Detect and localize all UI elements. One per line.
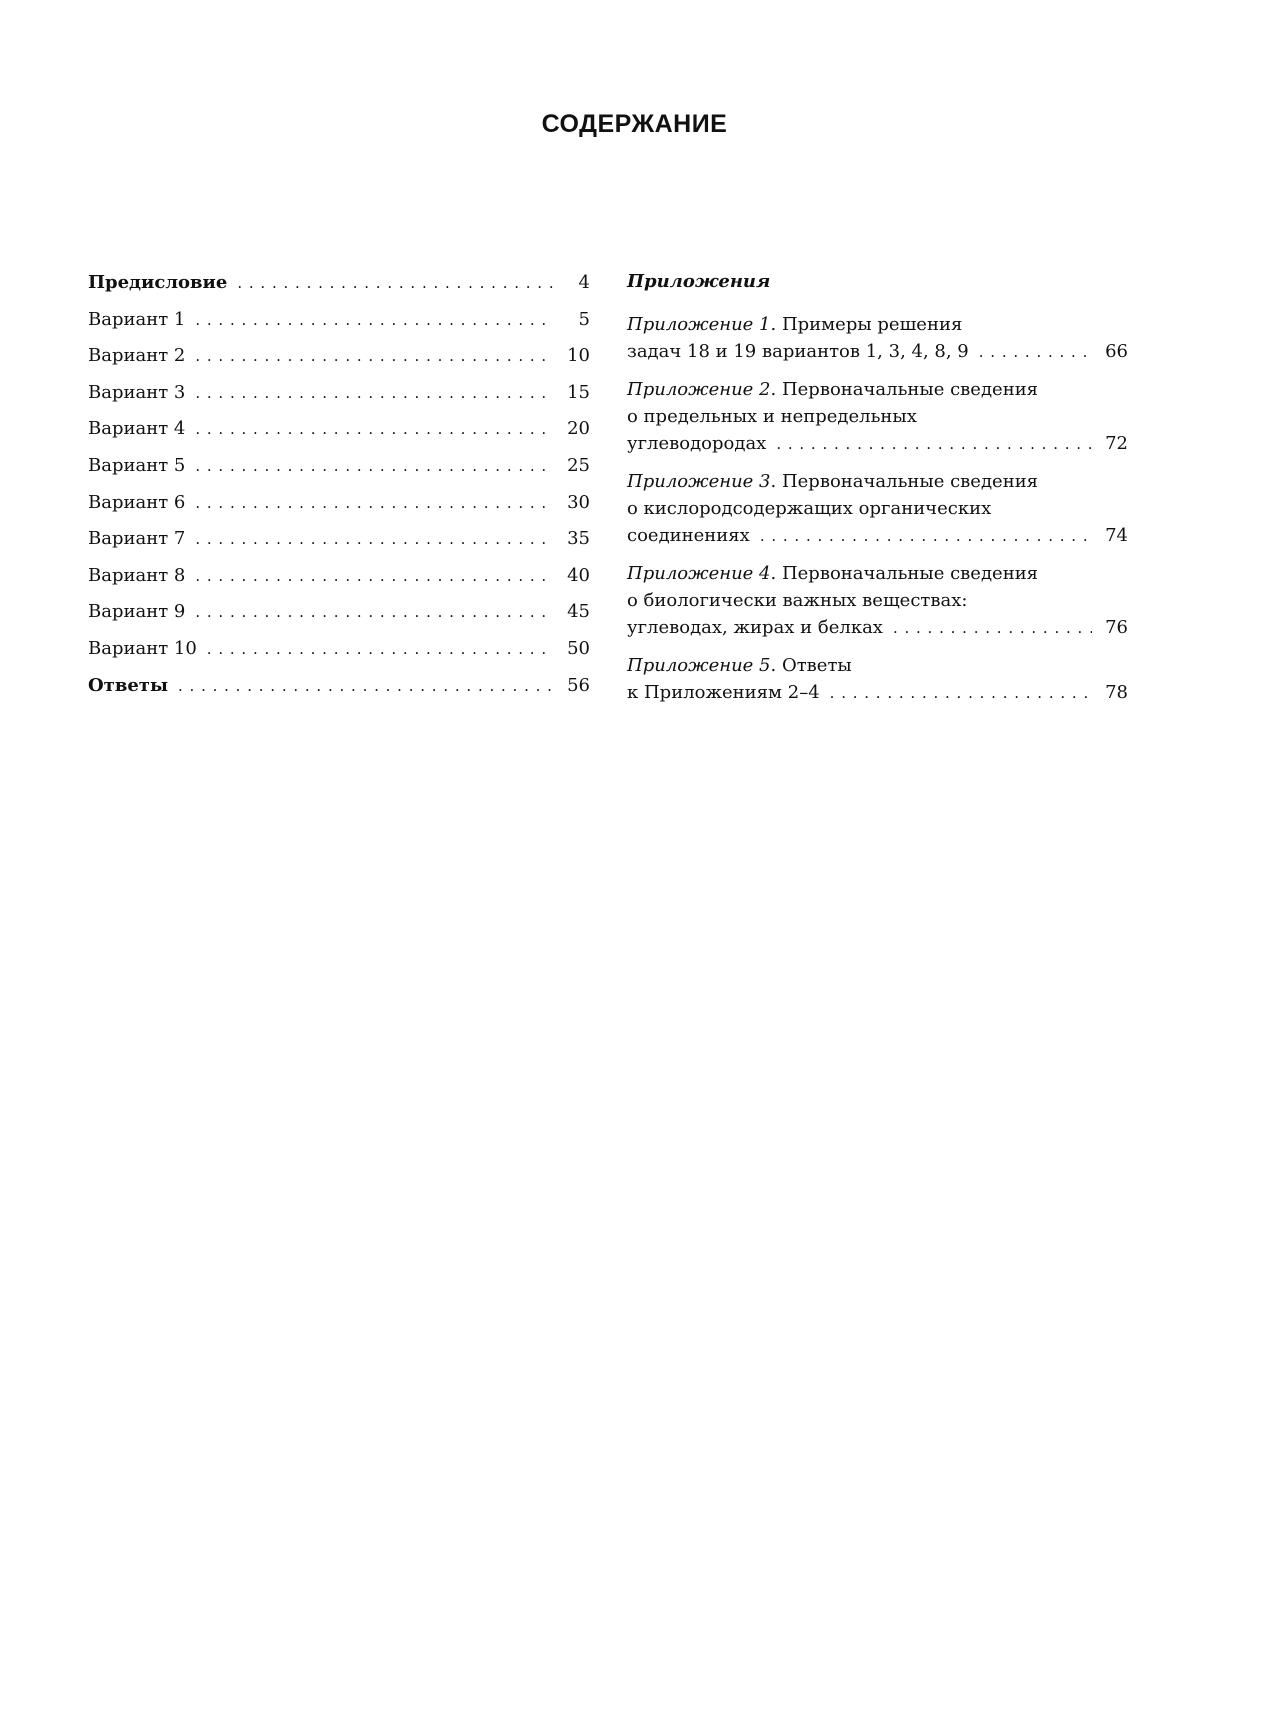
toc-entry-appendix-3[interactable]: Приложение 3. Первоначальные сведения о кислородсодержащих органических соединениях . . . 74 <box>627 468 1128 550</box>
toc-entry-page: 56 <box>567 674 590 696</box>
toc-entry-label: Вариант 1 <box>88 308 186 330</box>
toc-entry-answers[interactable] <box>88 668 590 705</box>
appendix-title-line: Ответы <box>781 655 852 676</box>
toc-entry-page: 66 <box>1105 341 1128 362</box>
toc-entry-page: 72 <box>1105 433 1128 454</box>
toc-entry-label: Предисловие <box>88 272 228 293</box>
leader-dots <box>830 680 1092 707</box>
toc-entry-variant-4[interactable] <box>88 411 590 448</box>
toc-entry-page: 20 <box>567 418 590 440</box>
leader-dots <box>979 339 1092 366</box>
toc-entry-page: 74 <box>1105 525 1128 546</box>
appendix-prefix: Приложение 3 <box>627 471 771 492</box>
toc-entry-label: Ответы <box>88 674 168 696</box>
appendix-title-line: углеводах, жирах и белках <box>627 617 883 638</box>
leader-dots <box>207 631 554 668</box>
appendix-title-line: Первоначальные сведения <box>781 379 1039 400</box>
toc-entry-appendix-5[interactable]: Приложение 5. Ответы к Приложениям 2–4 . . . 78 <box>627 652 1128 707</box>
toc-entry-label: Вариант 3 <box>88 381 186 403</box>
leader-dots <box>195 448 554 485</box>
toc-entry-label: Вариант 6 <box>88 491 186 513</box>
appendix-title-line: углеводородах <box>627 433 767 454</box>
appendix-title-line: Первоначальные сведения <box>781 563 1039 584</box>
appendix-title-line: о кислородсодержащих органических <box>627 498 992 519</box>
leader-dots <box>195 302 554 339</box>
toc-entry-page: 76 <box>1105 617 1128 638</box>
toc-entry-appendix-2[interactable]: Приложение 2. Первоначальные сведения о предельных и непредельных углеводородах . . . 72 <box>627 376 1128 458</box>
toc-entry-page: 4 <box>578 272 590 293</box>
toc-entry-page: 10 <box>567 345 590 367</box>
toc-entry-page: 50 <box>567 637 590 659</box>
appendix-title-line: Примеры решения <box>781 314 963 335</box>
appendix-heading: Приложения <box>627 271 771 292</box>
toc-entry-label: Вариант 5 <box>88 454 186 476</box>
toc-entry-page: 15 <box>567 381 590 403</box>
toc-main-column <box>88 265 590 704</box>
appendix-title-line: к Приложениям 2–4 <box>627 682 820 703</box>
toc-entry-page: 30 <box>567 491 590 513</box>
leader-dots <box>178 668 554 705</box>
toc-entry-variant-3[interactable] <box>88 375 590 412</box>
leader-dots <box>195 521 554 558</box>
toc-entry-appendix-1[interactable]: Приложение 1. Примеры решения задач 18 и 19 вариантов 1, 3, 4, 8, 9 . . . 66 <box>627 311 1128 366</box>
toc-entry-label: Вариант 8 <box>88 564 186 586</box>
appendix-title-line: Первоначальные сведения <box>781 471 1039 492</box>
toc-entry-label: Вариант 10 <box>88 637 197 659</box>
toc-entry-appendix-4[interactable]: Приложение 4. Первоначальные сведения о биологически важных веществах: углеводах, жирах и белках . . . 76 <box>627 560 1128 642</box>
leader-dots <box>776 431 1092 458</box>
toc-appendix-column <box>627 265 1128 717</box>
leader-dots <box>237 265 554 302</box>
leader-dots <box>195 411 554 448</box>
toc-entry-variant-9[interactable] <box>88 594 590 631</box>
toc-entry-label: Вариант 7 <box>88 528 186 550</box>
toc-entry-page: 35 <box>567 528 590 550</box>
toc-entry-variant-7[interactable] <box>88 521 590 558</box>
toc-entry-page: 78 <box>1105 682 1128 703</box>
leader-dots <box>195 338 554 375</box>
toc-entry-page: 5 <box>578 308 590 330</box>
toc-entry-variant-8[interactable] <box>88 558 590 595</box>
appendix-title-line: о предельных и непредельных <box>627 406 917 427</box>
toc-entry-label: Вариант 4 <box>88 418 186 440</box>
appendix-prefix: Приложение 2 <box>627 379 771 400</box>
leader-dots <box>195 594 554 631</box>
appendix-title-line: соединениях <box>627 525 750 546</box>
toc-entry-variant-5[interactable] <box>88 448 590 485</box>
leader-dots <box>893 615 1092 642</box>
appendix-prefix: Приложение 1 <box>627 314 771 335</box>
toc-entry-label: Вариант 9 <box>88 601 186 623</box>
toc-entry-label: Вариант 2 <box>88 345 186 367</box>
leader-dots <box>760 523 1092 550</box>
appendix-prefix: Приложение 5 <box>627 655 771 676</box>
appendix-title-line: о биологически важных веществах: <box>627 590 968 611</box>
toc-entry-variant-6[interactable] <box>88 485 590 522</box>
toc-entry-page: 25 <box>567 454 590 476</box>
toc-entry-variant-10[interactable] <box>88 631 590 668</box>
toc-entry-variant-1[interactable] <box>88 302 590 339</box>
toc-entry-variant-2[interactable] <box>88 338 590 375</box>
toc-entry-page: 45 <box>567 601 590 623</box>
appendix-title-line: задач 18 и 19 вариантов 1, 3, 4, 8, 9 <box>627 341 969 362</box>
toc-entry-page: 40 <box>567 564 590 586</box>
toc-entry-preface[interactable] <box>88 265 590 302</box>
page-title: СОДЕРЖАНИЕ <box>541 110 728 138</box>
leader-dots <box>195 375 554 412</box>
leader-dots <box>195 558 554 595</box>
appendix-prefix: Приложение 4 <box>627 563 771 584</box>
leader-dots <box>195 485 554 522</box>
